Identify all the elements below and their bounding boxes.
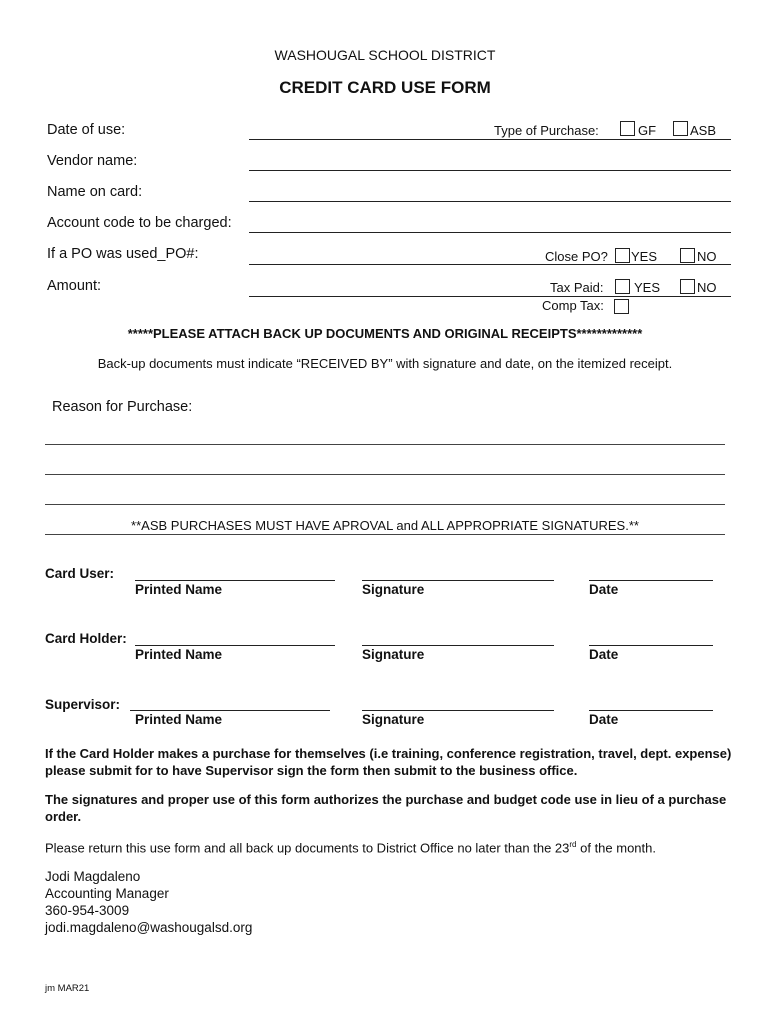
contact-email[interactable]: jodi.magdaleno@washougalsd.org (45, 920, 253, 935)
card-user-printed-name-caption: Printed Name (135, 582, 223, 597)
self-purchase-instructions: If the Card Holder makes a purchase for themselves (i.e training, conference registration, travel, dept. expense) please submit for to have Supervisor sign the form then submit to the business office. (45, 746, 732, 778)
card-holder-printed-name-caption: Printed Name (135, 647, 223, 662)
tax-paid-yes-label: YES (634, 280, 661, 295)
footer-code: jm MAR21 (45, 983, 90, 994)
amount-label: Amount: (47, 278, 101, 294)
gf-label: GF (638, 123, 657, 138)
card-holder-signature-caption: Signature (362, 647, 425, 662)
asb-notice: **ASB PURCHASES MUST HAVE APROVAL and ALL APPROPRIATE SIGNATURES.** (131, 518, 639, 533)
tax-paid-no-checkbox[interactable] (680, 279, 695, 294)
authorization-statement: The signatures and proper use of this form authorizes the purchase and budget code use in lieu of a purchase order. (45, 792, 727, 824)
supervisor-printed-name-line[interactable] (130, 710, 330, 711)
card-user-date-line[interactable] (589, 580, 713, 581)
account-code-label: Account code to be charged: (47, 215, 232, 231)
vendor-name-label: Vendor name: (47, 153, 138, 169)
po-number-label: If a PO was used_PO#: (47, 246, 199, 262)
reason-line-3[interactable] (45, 504, 725, 505)
comp-tax-checkbox[interactable] (614, 299, 629, 314)
return-instructions-text: Please return this use form and all back up documents to District Office no later than the 23 (45, 840, 570, 856)
comp-tax-label: Comp Tax: (542, 298, 604, 313)
reason-line-2[interactable] (45, 474, 725, 475)
contact-name: Jodi Magdaleno (45, 869, 141, 884)
ordinal-suffix: rd (569, 840, 577, 849)
supervisor-label: Supervisor: (45, 697, 121, 712)
card-holder-date-line[interactable] (589, 645, 713, 646)
return-instructions (45, 836, 735, 856)
type-of-purchase-label: Type of Purchase: (494, 123, 599, 138)
close-po-no-checkbox[interactable] (680, 248, 695, 263)
tax-paid-label: Tax Paid: (550, 280, 604, 295)
name-on-card-label: Name on card: (47, 184, 143, 200)
backup-notice: Back-up documents must indicate “RECEIVED BY” with signature and date, on the itemized receipt. (97, 356, 673, 371)
gf-checkbox[interactable] (620, 121, 635, 136)
return-instructions-end: of the month. (576, 840, 656, 856)
close-po-no-label: NO (697, 249, 717, 264)
district-name: WASHOUGAL SCHOOL DISTRICT (274, 47, 496, 63)
supervisor-signature-caption: Signature (362, 712, 425, 727)
attach-notice: *****PLEASE ATTACH BACK UP DOCUMENTS AND ORIGINAL RECEIPTS************* (127, 326, 643, 341)
asb-checkbox[interactable] (673, 121, 688, 136)
card-holder-printed-name-line[interactable] (135, 645, 335, 646)
name-on-card-field[interactable] (249, 201, 731, 202)
date-of-use-label: Date of use: (47, 122, 126, 138)
supervisor-date-line[interactable] (589, 710, 713, 711)
contact-phone: 360-954-3009 (45, 903, 130, 918)
card-user-signature-caption: Signature (362, 582, 425, 597)
vendor-name-field[interactable] (249, 170, 731, 171)
date-of-use-field[interactable] (249, 139, 731, 140)
card-user-printed-name-line[interactable] (135, 580, 335, 581)
card-user-date-caption: Date (589, 582, 619, 597)
form-title: CREDIT CARD USE FORM (279, 78, 491, 97)
card-holder-label: Card Holder: (45, 631, 127, 646)
reason-label: Reason for Purchase: (52, 399, 193, 415)
po-number-field[interactable] (249, 264, 731, 265)
supervisor-date-caption: Date (589, 712, 619, 727)
asb-notice-underline (45, 534, 725, 535)
supervisor-signature-line[interactable] (362, 710, 554, 711)
tax-paid-yes-checkbox[interactable] (615, 279, 630, 294)
account-code-field[interactable] (249, 232, 731, 233)
card-user-signature-line[interactable] (362, 580, 554, 581)
asb-label: ASB (690, 123, 717, 138)
card-holder-signature-line[interactable] (362, 645, 554, 646)
card-holder-date-caption: Date (589, 647, 619, 662)
close-po-yes-checkbox[interactable] (615, 248, 630, 263)
close-po-label: Close PO? (545, 249, 608, 264)
contact-role: Accounting Manager (45, 886, 169, 901)
reason-line-1[interactable] (45, 444, 725, 445)
close-po-yes-label: YES (631, 249, 658, 264)
tax-paid-no-label: NO (697, 280, 717, 295)
card-user-label: Card User: (45, 566, 115, 581)
supervisor-printed-name-caption: Printed Name (135, 712, 223, 727)
amount-field[interactable] (249, 296, 731, 297)
